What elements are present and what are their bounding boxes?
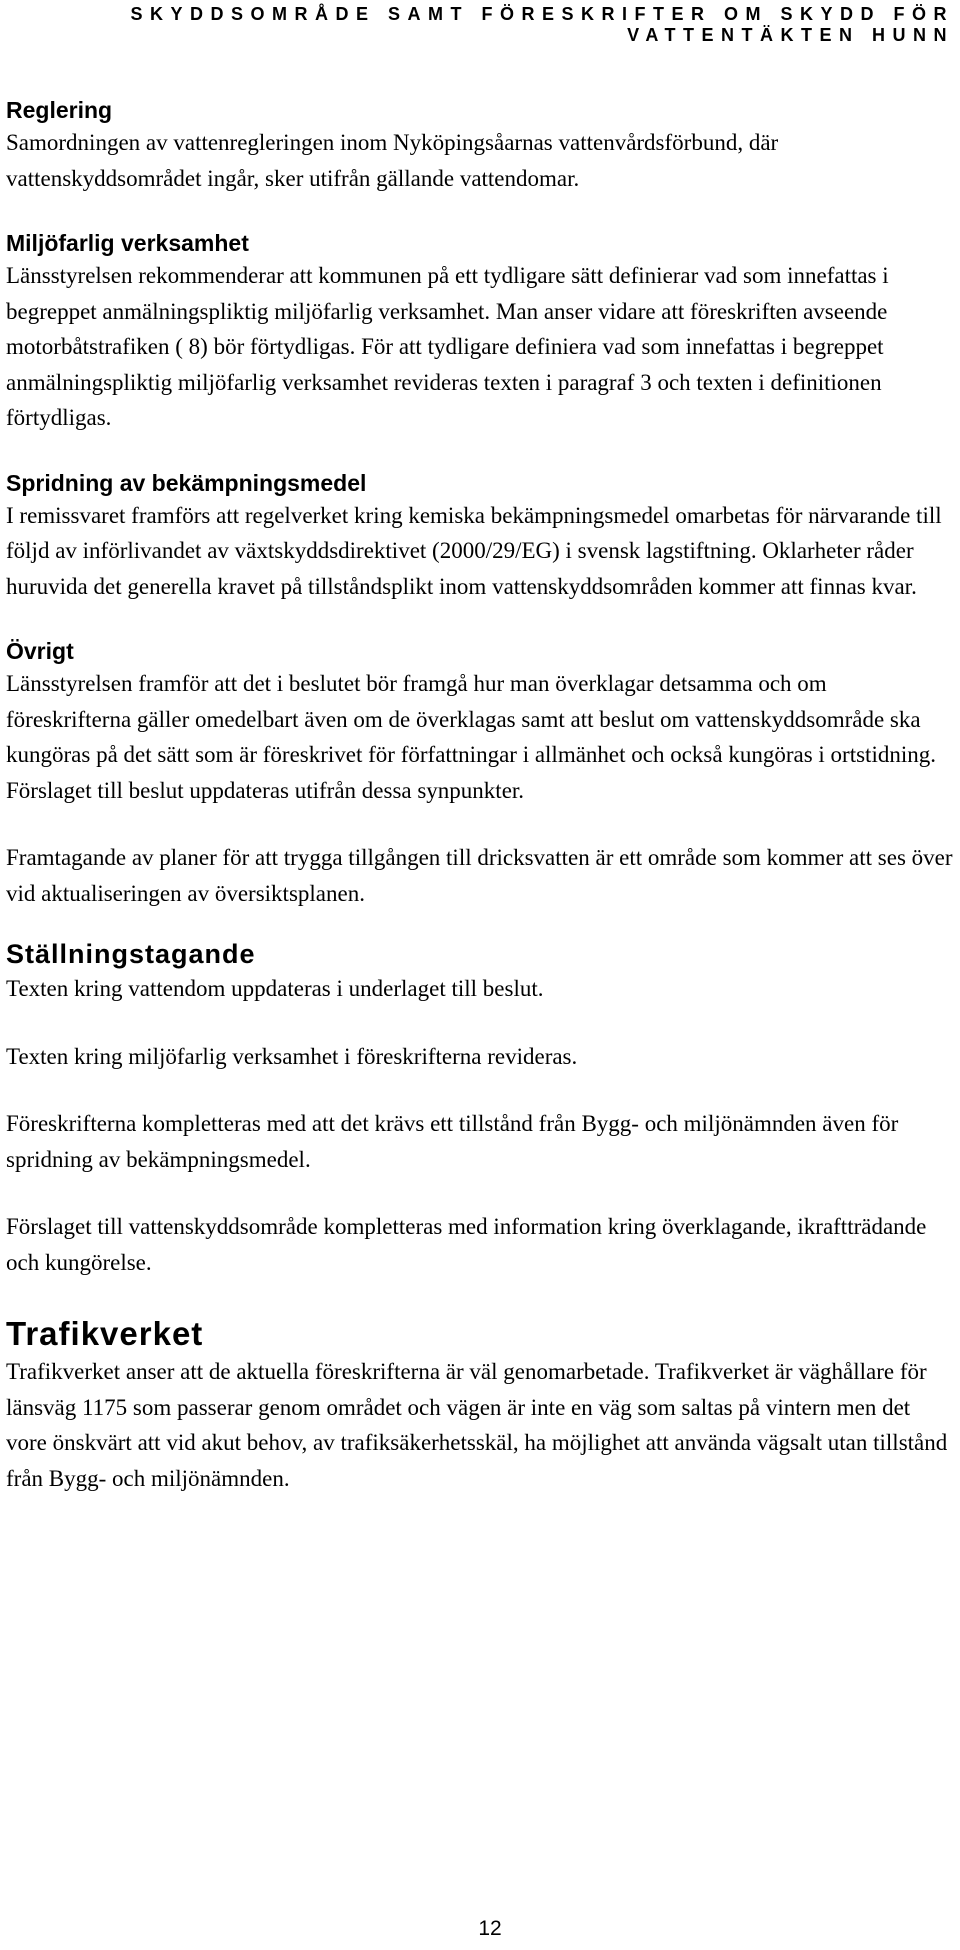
heading-stallningstagande: Ställningstagande bbox=[6, 939, 256, 969]
header-line-1: SKYDDSOMRÅDE SAMT FÖRESKRIFTER OM SKYDD FÖR bbox=[130, 4, 954, 24]
running-header bbox=[0, 0, 960, 60]
paragraph: Trafikverket anser att de aktuella föreskrifterna är väl genomarbetade. Trafikverket är väghållare för länsväg 1175 som passerar genom området och vägen är inte en väg som saltas på vintern men det vore önskvärt att vid akut behov, av trafiksäkerhetsskäl, ha möjlighet att använda vägsalt utan tillstånd från Bygg- och miljönämnden. bbox=[6, 1359, 948, 1491]
paragraph: Länsstyrelsen framför att det i beslutet bör framgå hur man överklagar detsamma och om föreskrifterna gäller omedelbart även om de överklagas samt att beslut om vattenskyddsområde ska kungöras på det sätt som är föreskrivet för författningar i allmänhet och också kungöras i ortstidning. Förslaget till beslut uppdateras utifrån dessa synpunkter. bbox=[6, 671, 936, 803]
paragraph: I remissvaret framförs att regelverket kring kemiska bekämpningsmedel omarbetas för närvarande till följd av införlivandet av växtskyddsdirektivet (2000/29/EG) i svensk lagstiftning. Oklarheter råder huruvida det generella kravet på tillståndsplikt inom vattenskyddsområden kommer att finnas kvar. bbox=[6, 502, 942, 599]
document-body bbox=[6, 95, 956, 1496]
paragraph: Texten kring miljöfarlig verksamhet i föreskrifterna revideras. bbox=[6, 1043, 578, 1069]
paragraph: Länsstyrelsen rekommenderar att kommunen på ett tydligare sätt definierar vad som innefattas i begreppet anmälningspliktig miljöfarlig verksamhet. Man anser vidare att föreskriften avseende motorbåtstrafiken ( 8) bör förtydligas. För att tydligare definiera vad som innefattas i begreppet anmälningspliktig miljöfarlig verksamhet revideras texten i paragraf 3 och texten i definitionen förtydligas. bbox=[6, 263, 889, 430]
heading-trafikverket: Trafikverket bbox=[6, 1315, 204, 1352]
header-line-2: VATTENTÄKTEN HUNN bbox=[627, 25, 954, 45]
heading-spridning: Spridning av bekämpningsmedel bbox=[6, 469, 367, 496]
paragraph: Samordningen av vattenregleringen inom Nyköpingsåarnas vattenvårdsförbund, där vattenskyddsområdet ingår, sker utifrån gällande vattendomar. bbox=[6, 130, 779, 191]
paragraph: Framtagande av planer för att trygga tillgången till dricksvatten är ett område som kommer att ses över vid aktualiseringen av översiktsplanen. bbox=[6, 845, 953, 906]
heading-miljofarlig-verksamhet: Miljöfarlig verksamhet bbox=[6, 230, 249, 256]
paragraph: Föreskrifterna kompletteras med att det krävs ett tillstånd från Bygg- och miljönämnden även för spridning av bekämpningsmedel. bbox=[6, 1111, 899, 1172]
heading-ovrigt: Övrigt bbox=[6, 638, 74, 664]
page-number: 12 bbox=[478, 1917, 502, 1940]
paragraph: Texten kring vattendom uppdateras i underlaget till beslut. bbox=[6, 976, 544, 1001]
heading-reglering: Reglering bbox=[6, 97, 113, 123]
paragraph: Förslaget till vattenskyddsområde kompletteras med information kring överklagande, ikraftträdande och kungörelse. bbox=[6, 1214, 927, 1275]
